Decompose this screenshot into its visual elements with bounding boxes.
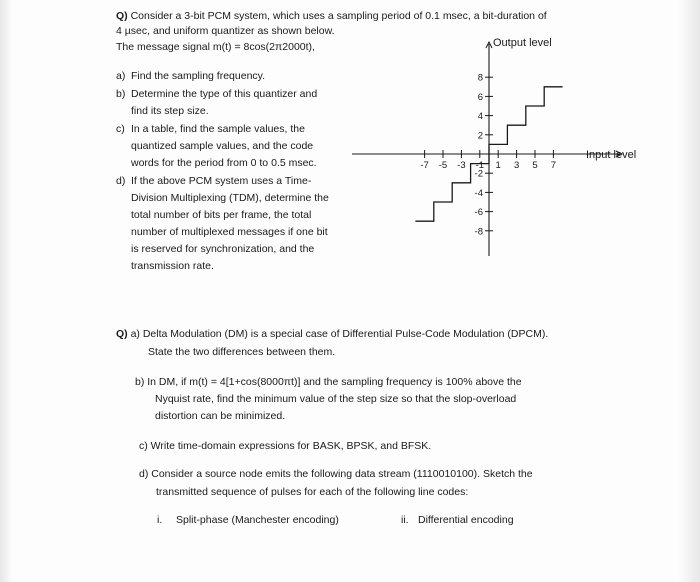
q1-part-c-line2: quantized sample values, and the code bbox=[131, 140, 314, 152]
q2-c-line: c) Write time-domain expressions for BASK, BPSK, and BFSK. bbox=[139, 440, 432, 452]
q1-part-b-marker: b) bbox=[116, 88, 126, 100]
q2-d-line2: transmitted sequence of pulses for each of the following line codes: bbox=[156, 486, 469, 498]
q1-part-d-line1: If the above PCM system uses a Time- bbox=[131, 175, 312, 187]
q1-label: Q) bbox=[116, 10, 128, 22]
q1-part-a-marker: a) bbox=[116, 70, 126, 82]
q1-part-d-line2: Division Multiplexing (TDM), determine the bbox=[131, 192, 329, 204]
q1-part-c-marker: c) bbox=[116, 123, 125, 135]
q1-intro-line1 bbox=[116, 10, 547, 23]
x-tick-label-7: 5 bbox=[532, 160, 538, 171]
q1-message-line: The message signal m(t) = 8cos(2π2000t), bbox=[116, 41, 315, 53]
x-tick-label-8: 7 bbox=[550, 160, 557, 171]
y-axis-title: Output level bbox=[493, 37, 552, 49]
x-axis-title: Input level bbox=[586, 149, 637, 161]
page-shadow-right bbox=[678, 0, 700, 582]
y-tick-label-7: -6 bbox=[474, 207, 483, 219]
quantizer-chart bbox=[340, 30, 670, 265]
q2-b-line2: Nyquist rate, find the minimum value of the step size so that the slop-overload bbox=[155, 393, 517, 405]
q2-code-i-marker: i. bbox=[157, 514, 163, 526]
q1-intro-line2: 4 µsec, and uniform quantizer as shown below. bbox=[116, 25, 335, 37]
q2-code-i-label: Split-phase (Manchester encoding) bbox=[176, 514, 339, 526]
q1-part-d-line3: total number of bits per frame, the total bbox=[131, 209, 312, 221]
q2-a-text: a) Delta Modulation (DM) is a special case of Differential Pulse-Code Modulation (DPCM). bbox=[130, 328, 549, 340]
q1-part-c-line1: In a table, find the sample values, the bbox=[131, 123, 305, 135]
q1-part-b-line2: find its step size. bbox=[131, 105, 209, 117]
q2-code-ii-label: Differential encoding bbox=[418, 514, 514, 526]
x-tick-label-6: 3 bbox=[513, 160, 520, 171]
y-tick-label-2: 6 bbox=[477, 91, 483, 103]
q2-a-line1 bbox=[116, 328, 548, 341]
q1-part-d-line6: transmission rate. bbox=[131, 260, 214, 272]
y-tick-label-4: 2 bbox=[477, 130, 483, 142]
q1-part-a-line1: Find the sampling frequency. bbox=[131, 70, 266, 82]
y-tick-label-3: 4 bbox=[477, 111, 483, 123]
q1-part-d-marker: d) bbox=[116, 175, 126, 187]
q1-part-c-line3: words for the period from 0 to 0.5 msec. bbox=[131, 157, 317, 169]
q2-a-line2: State the two differences between them. bbox=[148, 346, 336, 358]
q1-part-d-line5: is reserved for synchronization, and the bbox=[131, 243, 315, 255]
y-tick-label-1: 8 bbox=[477, 72, 483, 84]
x-tick-label-5: 1 bbox=[495, 160, 501, 171]
q1-part-b-line1: Determine the type of this quantizer and bbox=[131, 88, 318, 100]
x-tick-label-4: -1 bbox=[475, 160, 485, 171]
q2-code-ii-marker: ii. bbox=[401, 514, 409, 526]
q1-part-d-line4: number of multiplexed messages if one bit bbox=[131, 226, 328, 238]
y-tick-label-5: -2 bbox=[474, 168, 483, 180]
y-tick-label-6: -4 bbox=[474, 187, 483, 199]
x-tick-label-1: -7 bbox=[420, 160, 429, 171]
q2-b-line3: distortion can be minimized. bbox=[155, 410, 286, 422]
x-tick-label-2: -5 bbox=[438, 160, 448, 171]
x-tick-label-3: -3 bbox=[457, 160, 466, 171]
q2-label: Q) bbox=[116, 328, 128, 340]
page-shadow-left bbox=[0, 0, 12, 582]
q2-b-line1: b) In DM, if m(t) = 4[1+cos(8000πt)] and the sampling frequency is 100% above the bbox=[135, 376, 522, 388]
q2-d-line1: d) Consider a source node emits the following data stream (1110010100). Sketch the bbox=[139, 468, 533, 480]
y-tick-label-8: -8 bbox=[474, 226, 483, 238]
q1-intro-text: Consider a 3-bit PCM system, which uses a sampling period of 0.1 msec, a bit-duration of bbox=[130, 10, 547, 22]
